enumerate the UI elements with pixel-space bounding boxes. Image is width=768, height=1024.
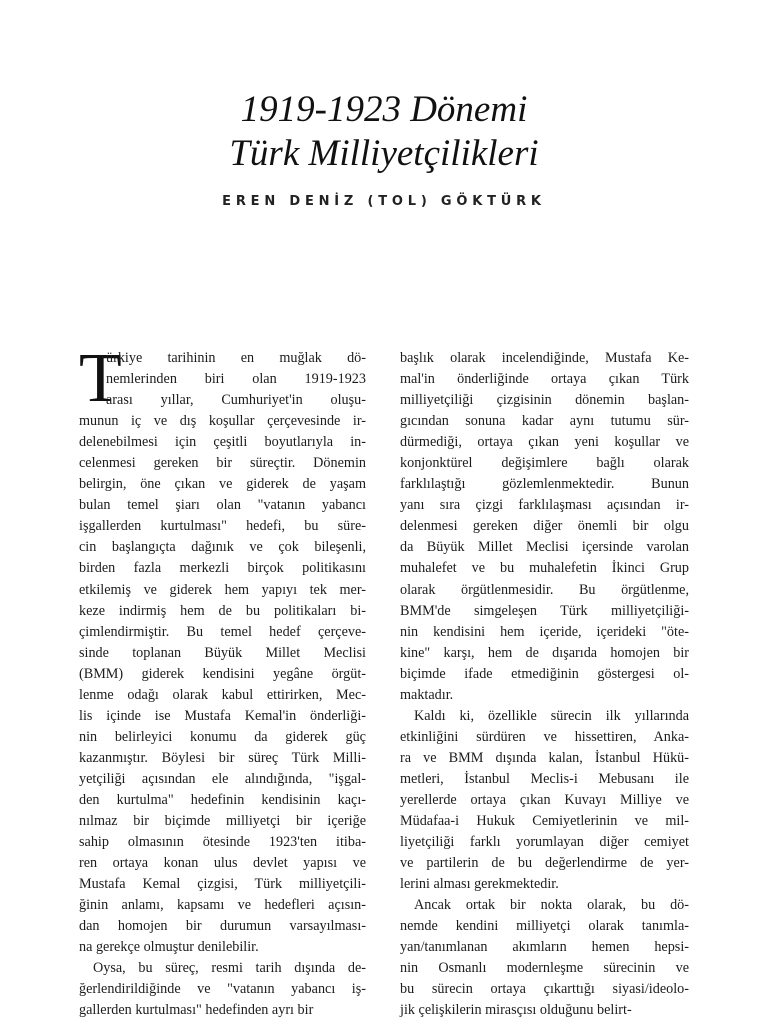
text-line: maktadır. [400,686,454,703]
text-line: kine" karşı, hem de dışarıda homojen bir [400,644,689,661]
text-line: yanı sıra çizgi farklılaşması açısından ir- [400,497,689,514]
text-line: cin başlangıçta dağınık ve çok bileşenli, [79,539,366,556]
text-line: nin belirleyici konumu da giderek güç [79,728,366,745]
text-line: ürkiye tarihinin en muğlak dö- [106,350,366,366]
text-line: den kurtulma" hedefinin kendisinin kaçı- [79,791,366,808]
text-line: farklılaştığı gözlemlenmektedir. Bunun [400,476,689,493]
text-line: ra ve BMM dışında kalan, İstanbul Hükü- [400,749,689,766]
text-line: bu sürecin ortaya çıkarttığı siyasi/ideolo- [400,981,689,998]
text-line: çimlendirmiştir. Bu temel hedef çerçeve- [79,623,366,640]
text-line: liyetçiliği farklı yorumlayan diğer cemiyet [400,834,689,851]
text-line: Kaldı ki, özellikle sürecin ilk yıllarında [414,707,689,724]
text-line: ve partilerin de bu değerlendirme de yer- [400,855,689,872]
title-line-1: 1919-1923 Dönemi [240,89,528,130]
text-line: yan/tanımlanan akımların hemen hepsi- [400,939,689,956]
text-line: etkilemiş ve giderek hem yapıyı tek mer- [79,581,366,598]
text-line: birden fazla merkezli birçok politikasını [79,560,366,577]
text-line: nemde kendini milliyetçi olarak tanımla- [400,918,689,935]
text-line: ğinin anlamı, kapsamı ve hedefleri açısın- [79,897,366,914]
text-line: biçimde ifade etmediğinin göstergesi ol- [400,665,689,682]
text-line: bulan temel şiarı olan "vatanın yabancı [79,497,366,514]
text-line: işgallerden kurtulması" hedefi, bu süre- [79,518,366,535]
text-line: (BMM) giderek kendisini yegâne örgüt- [79,665,366,682]
text-line: milliyetçiliği çizgisinin dönemin başlan- [400,392,689,409]
text-line: Ancak ortak bir nokta olarak, bu dö- [414,897,689,914]
text-line: na gerekçe olmuştur denilebilir. [79,939,259,956]
text-line: nin kendisini hem içeride, içerideki "öte- [400,623,689,640]
article-header [0,88,768,209]
text-line: muhalefet ve bu muhalefetin İkinci Grup [400,560,689,577]
text-line: jik çelişkilerin mirasçısı olduğunu belirt- [400,1002,632,1019]
text-line: konjonktürel değişimlere bağlı olarak [400,455,689,472]
text-line: Müdafaa-i Hukuk Cemiyetlerinin ve mil- [400,813,689,830]
author-name: EREN DENİZ (TOL) GÖKTÜRK [222,194,546,209]
text-line: dan homojen bir durumun varsayılması- [79,918,366,935]
text-line: arası yıllar, Cumhuriyet'in oluşu- [106,392,366,409]
text-line: kazanmıştır. Böylesi bir süreç Türk Milli- [79,749,366,766]
text-line: gallerden kurtulması" hedefinden ayrı bir [79,1002,314,1019]
text-line: nılmaz bir biçimde milliyetçi bir içeriğe [79,813,366,830]
text-line: mal'in önderliğinde ortaya çıkan Türk [400,371,689,388]
text-line: lenme odağı olarak kabul ettirirken, Mec- [79,686,366,703]
text-line: etkinliğini sürdüren ve hissettiren, Anka- [400,728,689,745]
text-line: metleri, İstanbul Meclis-i Mebusanı ile [400,770,689,787]
text-line: yetçiliği açısından ele alındığında, "işgal- [79,770,366,787]
text-line: Mustafa Kemal çizgisi, Türk milliyetçili- [79,876,366,893]
text-line: sahip olmasının ötesinde 1923'ten itiba- [79,834,366,851]
text-line: delenebilmesi için çeşitli boyutlarıyla in- [79,434,366,451]
text-line: olarak örgütlenmesidir. Bu örgütlenme, [400,581,689,598]
text-line: başlık olarak incelendiğinde, Mustafa Ke- [400,350,689,366]
left-column [79,340,366,1022]
text-line: delenmesi gereken diğer önemli bir olgu [400,518,689,535]
text-line: da Büyük Millet Meclisi içersinde varolan [400,539,689,556]
text-line: nin Osmanlı modernleşme sürecinin ve [400,960,689,977]
text-line: nemlerinden biri olan 1919-1923 [106,371,366,388]
text-line: belirgin, öne çıkan ve giderek de yaşam [79,476,366,493]
text-line: sinde toplanan Büyük Millet Meclisi [79,644,366,661]
text-line: ğerlendirildiğinde ve "vatanın yabancı iş- [79,981,366,998]
text-line: munun iç ve dış koşullar çerçevesinde ir- [79,413,366,430]
text-line: celenmesi gereken bir süreçtir. Dönemin [79,455,366,472]
text-line: BMM'de simgeleşen Türk milliyetçiliği- [400,602,689,619]
drop-cap: T [79,340,122,417]
right-column [400,348,689,1022]
text-line: gıcından sonuna kadar aynı tutumu sür- [400,413,689,430]
text-line: keze indirmiş hem de bu politikaları bi- [79,602,366,619]
text-line: lis içinde ise Mustafa Kemal'in önderliği- [79,707,366,724]
text-line: dürmediği, ortaya çıkan yeni koşullar ve [400,434,689,451]
title-line-2: Türk Milliyetçilikleri [229,133,539,174]
text-line: lerini alması gerekmektedir. [400,876,559,893]
text-line: Oysa, bu süreç, resmi tarih dışında de- [93,960,366,977]
text-line: ren ortaya konan ulus devlet yapısı ve [79,855,366,872]
text-line: yerellerde ortaya çıkan Kuvayı Milliye ve [400,791,689,808]
